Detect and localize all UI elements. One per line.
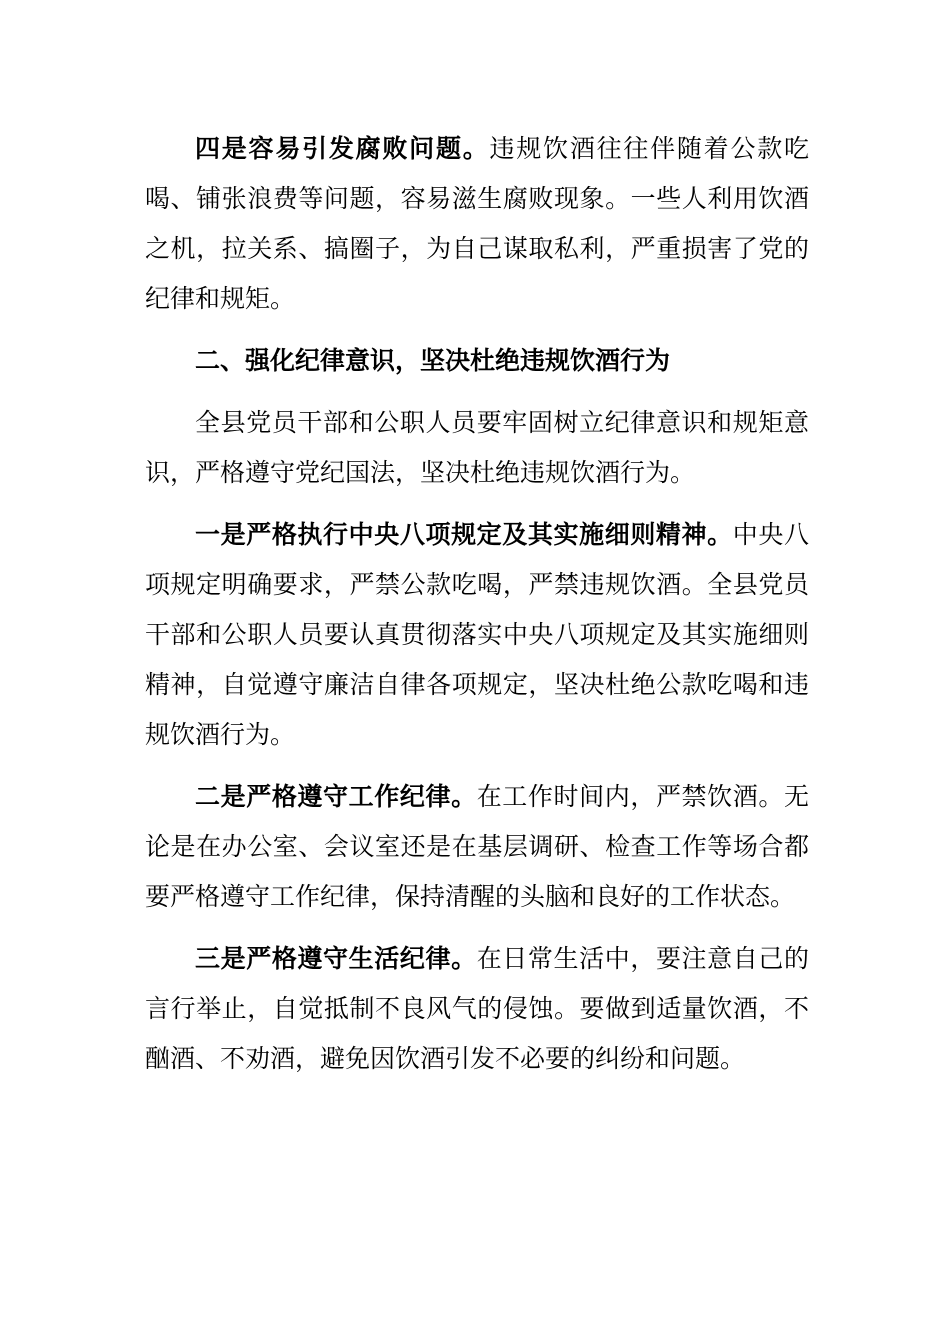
paragraph-lead: 二是严格遵守工作纪律。 [195, 782, 477, 811]
document-body [145, 124, 809, 1096]
paragraph-text: 在日常生活中，要注意自己的言行举止，自觉抵制不良风气的侵蚀。要做到适量饮酒，不酗酒、不劝酒，避免因饮酒引发不必要的纠纷和问题。 [145, 944, 809, 1073]
paragraph-lead: 一是严格执行中央八项规定及其实施细则精神。 [195, 520, 733, 549]
paragraph-discipline-awareness [145, 398, 809, 498]
paragraph-lead: 三是严格遵守生活纪律。 [195, 944, 477, 973]
paragraph-life-discipline [145, 934, 809, 1084]
paragraph-work-discipline [145, 772, 809, 922]
paragraph-corruption-risk [145, 124, 809, 324]
paragraph-text: 中央八项规定明确要求，严禁公款吃喝，严禁违规饮酒。全县党员干部和公职人员要认真贯彻落实中央八项规定及其实施细则精神，自觉遵守廉洁自律各项规定，坚决杜绝公款吃喝和违规饮酒行为。 [145, 520, 809, 749]
paragraph-lead: 四是容易引发腐败问题。 [195, 134, 490, 163]
paragraph-eight-rules [145, 510, 809, 760]
paragraph-text: 在工作时间内，严禁饮酒。无论是在办公室、会议室还是在基层调研、检查工作等场合都要严格遵守工作纪律，保持清醒的头脑和良好的工作状态。 [145, 782, 809, 911]
paragraph-text: 违规饮酒往往伴随着公款吃喝、铺张浪费等问题，容易滋生腐败现象。一些人利用饮酒之机，拉关系、搞圈子，为自己谋取私利，严重损害了党的纪律和规矩。 [145, 134, 809, 313]
paragraph-text: 全县党员干部和公职人员要牢固树立纪律意识和规矩意识，严格遵守党纪国法，坚决杜绝违规饮酒行为。 [145, 408, 809, 487]
section-heading: 二、强化纪律意识，坚决杜绝违规饮酒行为 [195, 346, 671, 375]
